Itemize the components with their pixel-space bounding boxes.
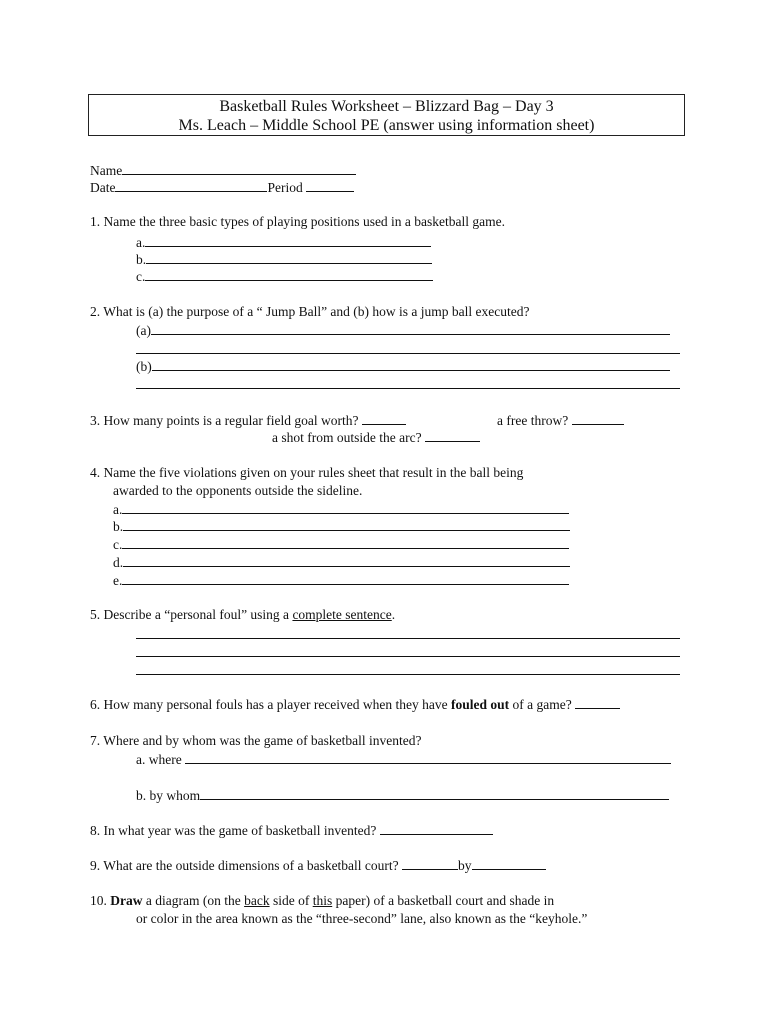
q2-answer-a-line2[interactable] (136, 353, 680, 354)
q7-where-answer[interactable] (185, 751, 671, 764)
q3-field-goal-answer[interactable] (362, 412, 406, 425)
q4-answer-a[interactable] (122, 501, 569, 514)
q4-option-b: b. (113, 518, 570, 535)
q3-arc: a shot from outside the arc? (272, 429, 480, 446)
period-label: Period (267, 180, 303, 195)
q1-option-a: a. (136, 234, 431, 251)
q4-option-c: c. (113, 536, 569, 553)
question-7: 7. Where and by whom was the game of basketball invented? (90, 733, 422, 748)
q3-arc-answer[interactable] (425, 429, 480, 442)
question-3: 3. How many points is a regular field goal worth? (90, 412, 406, 429)
q2-part-a: (a) (136, 322, 670, 339)
q3-free-throw: a free throw? (497, 412, 624, 429)
q7-by-whom: b. by whom (136, 787, 669, 804)
question-4-line2: awarded to the opponents outside the sideline. (113, 483, 363, 498)
date-field[interactable] (115, 179, 267, 192)
q1-answer-a[interactable] (145, 234, 431, 247)
q8-answer[interactable] (380, 822, 493, 835)
question-2: 2. What is (a) the purpose of a “ Jump Ball” and (b) how is a jump ball executed? (90, 304, 530, 319)
date-period-row (90, 179, 354, 196)
q4-answer-c[interactable] (122, 536, 569, 549)
q1-option-b: b. (136, 251, 432, 268)
question-9: 9. What are the outside dimensions of a basketball court? by (90, 857, 546, 874)
q5-answer-line-1[interactable] (136, 638, 680, 639)
q7-by-whom-answer[interactable] (200, 787, 669, 800)
q4-answer-b[interactable] (123, 518, 570, 531)
question-6: 6. How many personal fouls has a player received when they have fouled out of a game? (90, 696, 620, 713)
q1-answer-b[interactable] (146, 251, 432, 264)
question-10-line2: or color in the area known as the “three-second” lane, also known as the “keyhole.” (136, 911, 588, 926)
q5-answer-line-2[interactable] (136, 656, 680, 657)
name-label: Name (90, 163, 123, 178)
q5-answer-line-3[interactable] (136, 674, 680, 675)
name-row (90, 162, 356, 179)
q4-option-a: a. (113, 501, 569, 518)
q3-free-throw-answer[interactable] (572, 412, 624, 425)
question-10: 10. Draw a diagram (on the back side of this paper) of a basketball court and shade in (90, 893, 555, 908)
q9-length-answer[interactable] (402, 857, 458, 870)
title-box (88, 94, 685, 136)
q4-answer-d[interactable] (123, 554, 570, 567)
q2-part-b: (b) (136, 358, 670, 375)
q9-width-answer[interactable] (472, 857, 546, 870)
question-1: 1. Name the three basic types of playing positions used in a basketball game. (90, 214, 506, 229)
q2-answer-a[interactable] (151, 322, 670, 335)
q4-option-d: d. (113, 554, 570, 571)
q4-answer-e[interactable] (122, 572, 569, 585)
q2-answer-b[interactable] (152, 358, 670, 371)
worksheet-subtitle: Ms. Leach – Middle School PE (answer using information sheet) (178, 117, 595, 134)
q4-option-e: e. (113, 572, 569, 589)
question-8: 8. In what year was the game of basketball invented? (90, 822, 493, 839)
question-5: 5. Describe a “personal foul” using a complete sentence. (90, 607, 396, 622)
q2-answer-b-line2[interactable] (136, 388, 680, 389)
q6-answer[interactable] (575, 696, 620, 709)
name-field[interactable] (122, 162, 356, 175)
q1-option-c: c. (136, 268, 433, 285)
worksheet-title: Basketball Rules Worksheet – Blizzard Bag – Day 3 (219, 98, 554, 115)
date-label: Date (90, 180, 116, 195)
question-4: 4. Name the five violations given on your rules sheet that result in the ball being (90, 465, 524, 480)
q1-answer-c[interactable] (145, 268, 433, 281)
q7-where: a. where (136, 751, 671, 768)
period-field[interactable] (306, 179, 354, 192)
